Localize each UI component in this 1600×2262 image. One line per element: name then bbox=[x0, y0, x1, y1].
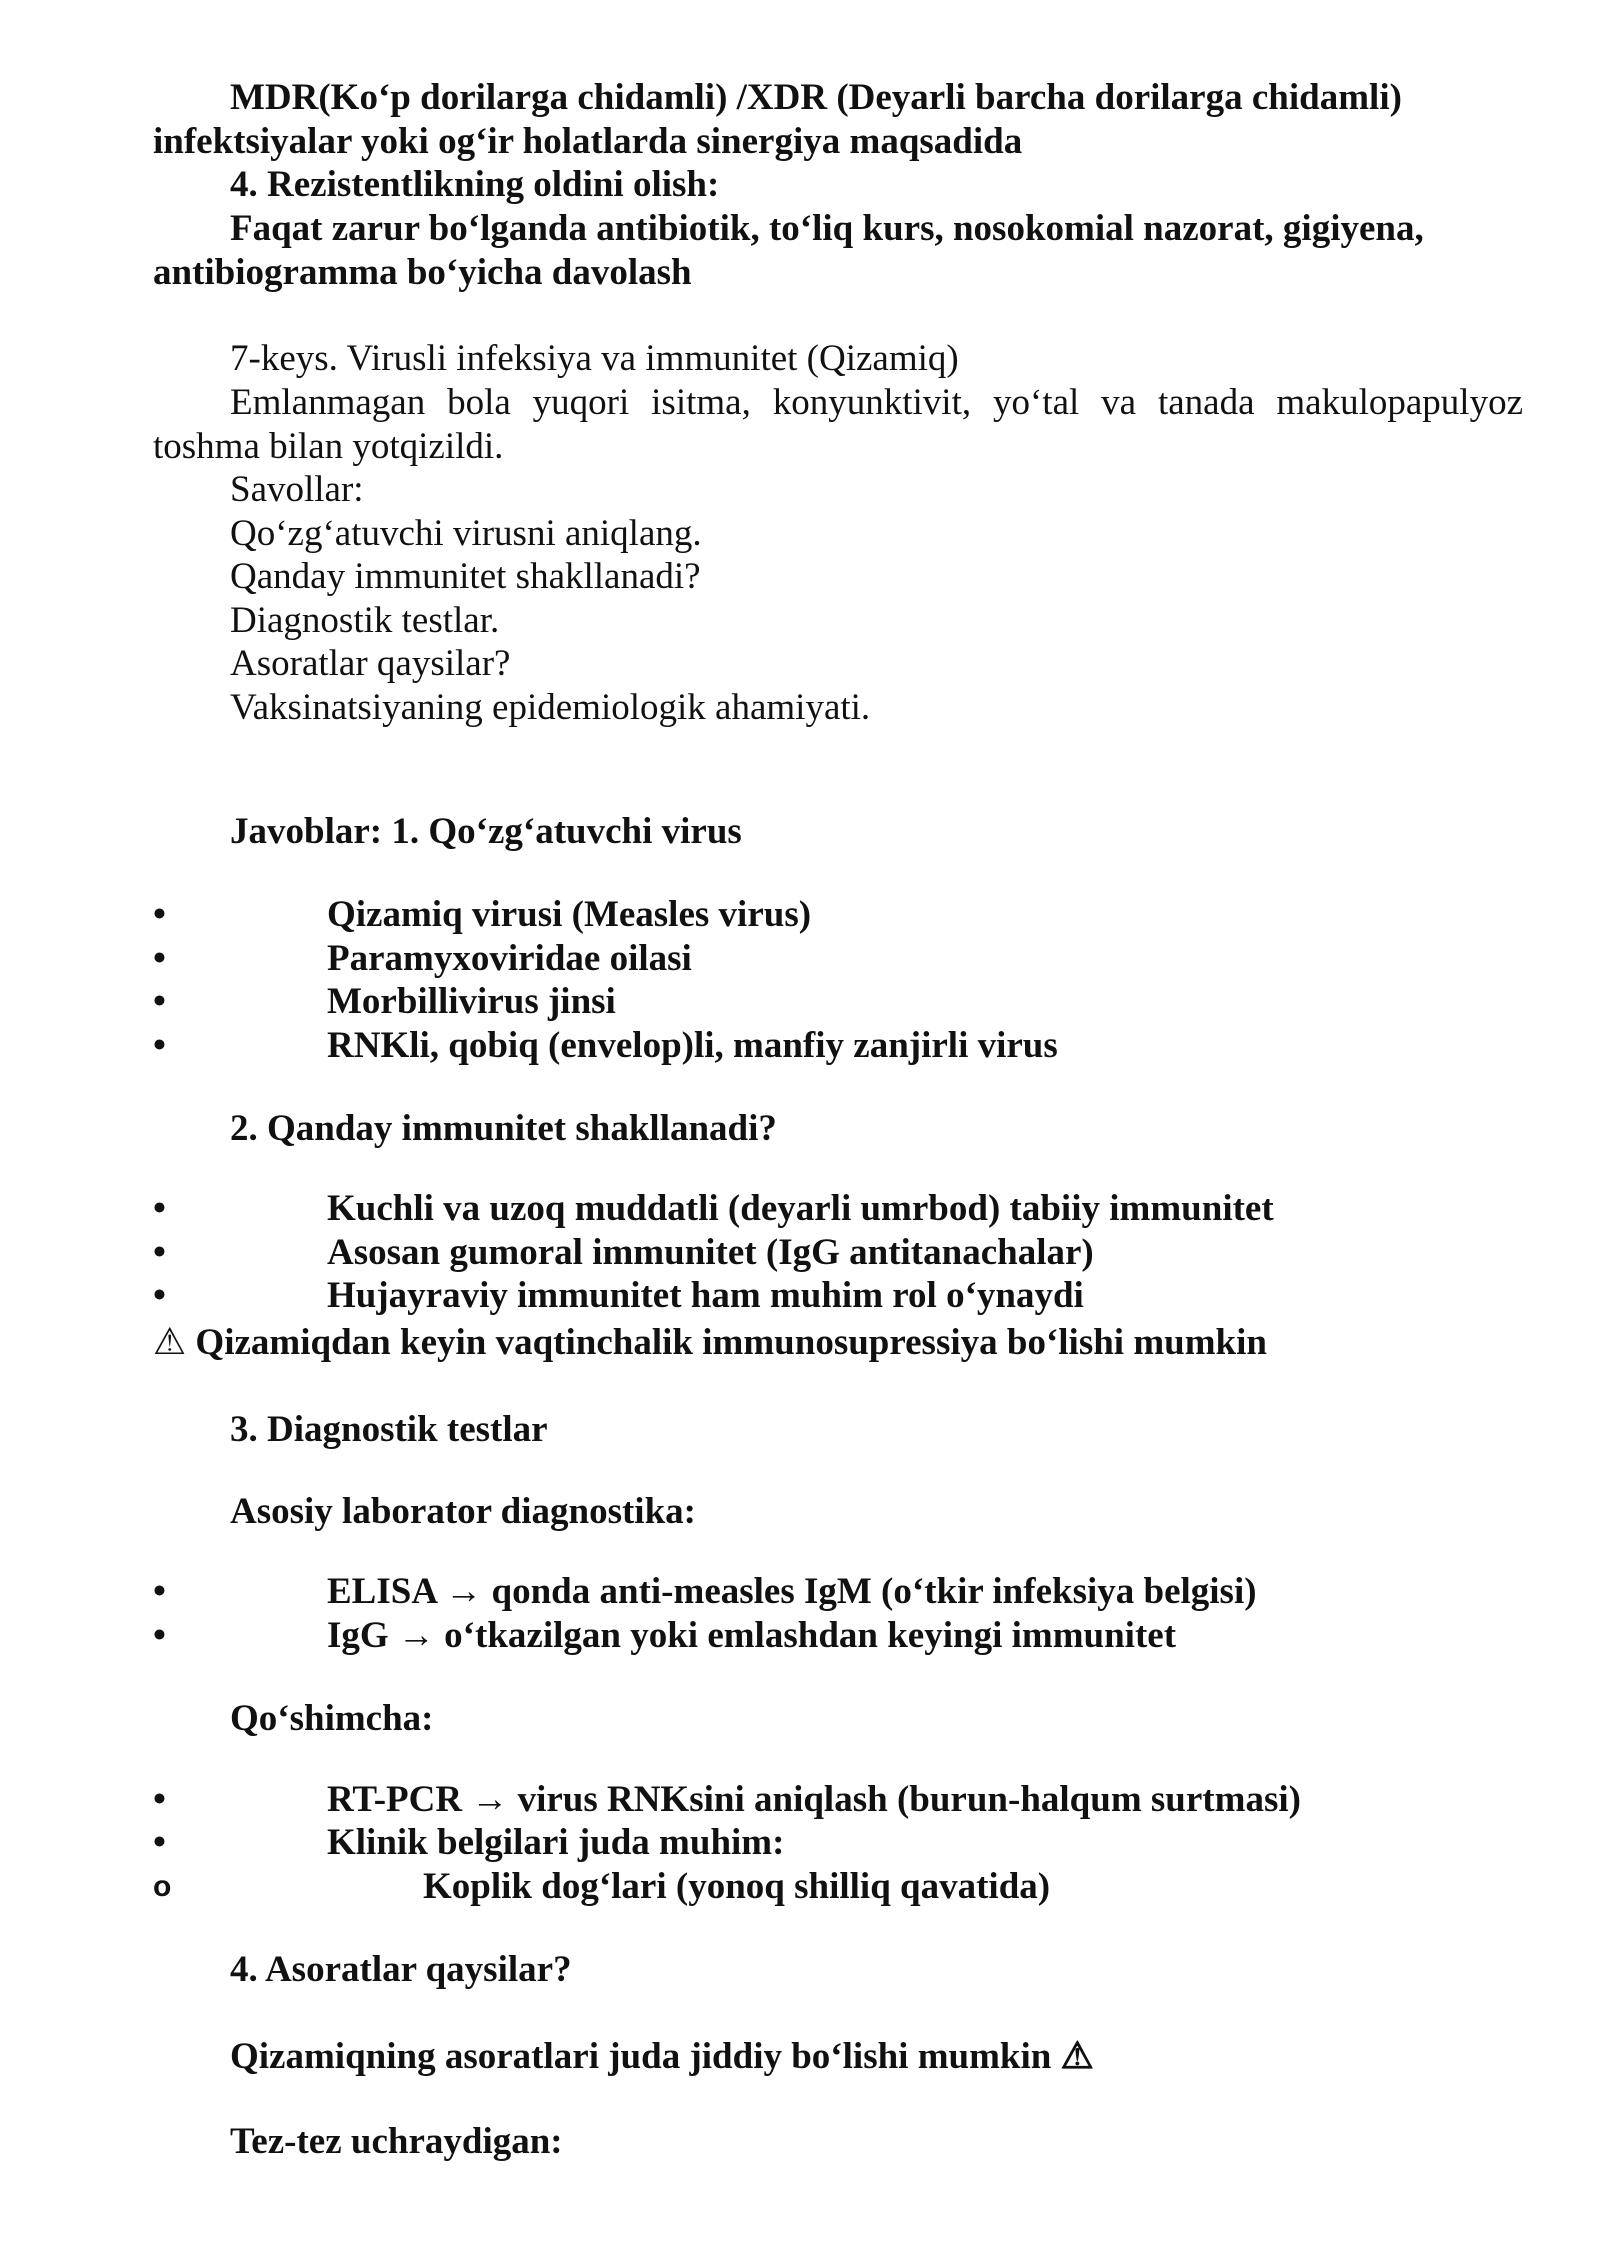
bullet-icon: • bbox=[153, 1779, 166, 1820]
question-item: Vaksinatsiyaning epidemiologik ahamiyati. bbox=[230, 687, 871, 728]
question-item: Qanday immunitet shakllanadi? bbox=[230, 556, 701, 597]
bullet-icon: • bbox=[153, 894, 166, 935]
bullet-icon: • bbox=[153, 1025, 166, 1066]
lab-label: Asosiy laborator diagnostika: bbox=[230, 1491, 696, 1532]
document-page: MDR(Ko‘p dorilarga chidamli) /XDR (Deyarli barcha dorilarga chidamli) infektsiyalar yoki og‘ir holatlarda sinergiya maqsadida 4. Rezistentlikning oldini olish: Faqat zarur bo‘lganda antibiotik, to‘liq kurs, nosokomial nazorat, gigiyena, antibiogramma bo‘yicha davolash 7-keys. Virusli infeksiya va immunitet (Qizamiq) Emlanmagan bola yuqori isitma, konyunktivit, yo‘tal va tanada makulopapulyoz toshma bilan yotqizildi. Savollar: Qo‘zg‘atuvchi virusni aniqlang. Qanday immunitet shakllanadi? Diagnostik testlar. Asoratlar qaysilar? Vaksinatsiyaning epidemiologik ahamiyati. Javoblar: 1. Qo‘zg‘atuvchi virus • Qizamiq virusi (Measles virus) • Paramyxoviridae oilasi • Morbillivirus jinsi • RNKli, qobiq (envelop)li, manfiy zanjirli virus 2. Qanday immunitet shakllanadi? • Kuchli va uzoq muddatli (deyarli umrbod) tabiiy immunitet • Asosan gumoral immunitet (IgG antitanachalar) • Hujayraviy immunitet ham muhim rol o‘ynaydi ⚠ Qizamiqdan keyin vaqtinchalik immunosupressiya bo‘lishi mumkin 3. Diagnostik testlar Asosiy laborator diagnostika: • ELISA → qonda anti-measles IgM (o‘tkir infeksiya belgisi) • IgG → o‘tkazilgan yoki emlashdan keyingi immunitet Qo‘shimcha: • RT-PCR → virus RNKsini aniqlash (burun-halqum surtmasi) • Klinik belgilari juda muhim: o Koplik dog‘lari (yonoq shilliq qavatida) 4. Asoratlar qaysilar? Qizamiqning asoratlari juda jiddiy bo‘lishi mumkin ⚠ Tez-tez uchraydigan: bbox=[153, 77, 1523, 2162]
answers-heading-4: 4. Asoratlar qaysilar? bbox=[230, 1949, 572, 1990]
bullet-icon: • bbox=[153, 981, 166, 1022]
case-description: Emlanmagan bola yuqori isitma, konyunktivit, yo‘tal va tanada makulopapulyoz toshma bilan yotqizildi. bbox=[153, 382, 1523, 467]
frequent-label: Tez-tez uchraydigan: bbox=[230, 2121, 563, 2162]
warning-note: ⚠ Qizamiqdan keyin vaqtinchalik immunosupressiya bo‘lishi mumkin bbox=[153, 1322, 1267, 1363]
answers-heading-2: 2. Qanday immunitet shakllanadi? bbox=[230, 1108, 777, 1149]
paragraph-mdr: MDR(Ko‘p dorilarga chidamli) /XDR (Deyarli barcha dorilarga chidamli) infektsiyalar yoki og‘ir holatlarda sinergiya maqsadida bbox=[153, 77, 1402, 162]
paragraph-prevention: Faqat zarur bo‘lganda antibiotik, to‘liq kurs, nosokomial nazorat, gigiyena, antibiogramma bo‘yicha davolash bbox=[153, 208, 1424, 293]
bullet-icon: • bbox=[153, 938, 166, 979]
circle-bullet-icon: o bbox=[153, 1870, 172, 1903]
question-item: Diagnostik testlar. bbox=[230, 600, 500, 641]
case-title: 7-keys. Virusli infeksiya va immunitet (Qizamiq) bbox=[230, 338, 959, 379]
bullet-icon: • bbox=[153, 1822, 166, 1863]
bullet-icon: • bbox=[153, 1188, 166, 1229]
bullet-icon: • bbox=[153, 1275, 166, 1316]
question-item: Qo‘zg‘atuvchi virusni aniqlang. bbox=[230, 513, 702, 554]
answers-heading-3: 3. Diagnostik testlar bbox=[230, 1409, 548, 1450]
questions-label: Savollar: bbox=[230, 469, 364, 510]
question-item: Asoratlar qaysilar? bbox=[230, 643, 511, 684]
warning-icon: ⚠ bbox=[153, 1322, 187, 1363]
complications-intro: Qizamiqning asoratlari juda jiddiy bo‘lishi mumkin ⚠ bbox=[230, 2036, 1094, 2077]
extra-label: Qo‘shimcha: bbox=[230, 1698, 434, 1739]
bullet-icon: • bbox=[153, 1615, 166, 1656]
bullet-icon: • bbox=[153, 1232, 166, 1273]
bullet-icon: • bbox=[153, 1571, 166, 1612]
heading-resistance-prevention: 4. Rezistentlikning oldini olish: bbox=[230, 164, 720, 205]
answers-heading-1: Javoblar: 1. Qo‘zg‘atuvchi virus bbox=[230, 811, 742, 852]
